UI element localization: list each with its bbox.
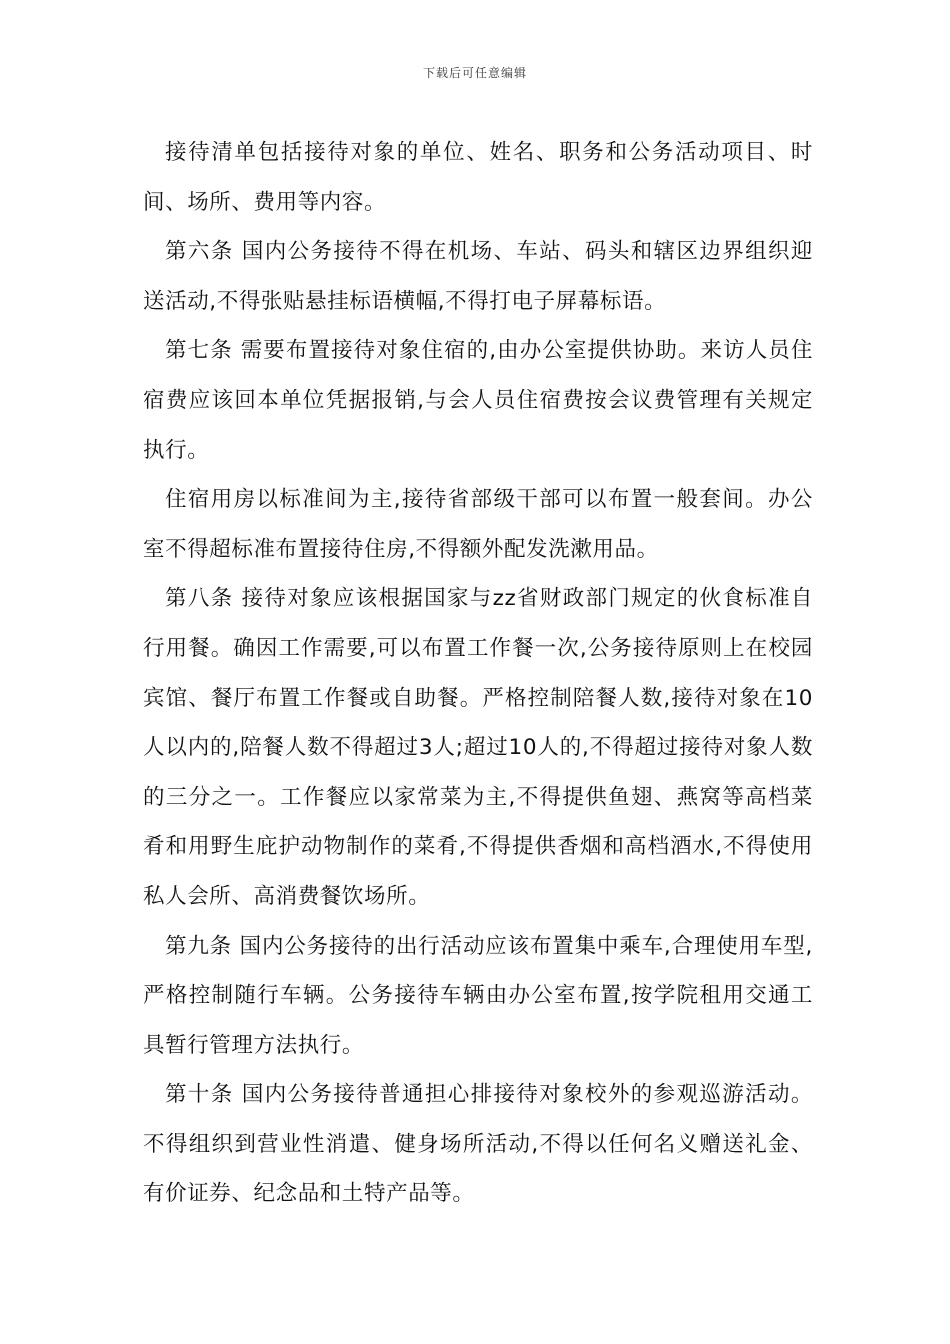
page-header: 下载后可任意编辑 (422, 66, 527, 80)
paragraph-article-7: 第七条 需要布置接待对象住宿的,由办公室提供协助。来访人员住宿费应该回本单位凭据报销,与会人员住宿费按会议费管理有关规定执行。 (143, 338, 813, 463)
paragraph-article-8: 第八条 接待对象应该根据国家与zz省财政部门规定的伙食标准自行用餐。确因工作需要,可以布置工作餐一次,公务接待原则上在校园宾馆、餐厅布置工作餐或自助餐。严格控制陪餐人数,接待对象在10人以内的,陪餐人数不得超过3人;超过10人的,不得超过接待对象人数的三分之一。工作餐应以家常菜为主,不得提供鱼翅、燕窝等高档菜肴和用野生庇护动物制作的菜肴,不得提供香烟和高档酒水,不得使用私人会所、高消费餐饮场所。 (143, 586, 813, 909)
paragraph-article-10: 第十条 国内公务接待普通担心排接待对象校外的参观巡游活动。不得组织到营业性消遣、健身场所活动,不得以任何名义赠送礼金、有价证券、纪念品和土特产品等。 (143, 1082, 813, 1207)
paragraph-accommodation: 住宿用房以标准间为主,接待省部级干部可以布置一般套间。办公室不得超标准布置接待住房,不得额外配发洗漱用品。 (143, 487, 813, 562)
document-body (143, 128, 813, 1219)
paragraph-reception-list: 接待清单包括接待对象的单位、姓名、职务和公务活动项目、时间、场所、费用等内容。 (143, 140, 813, 215)
paragraph-article-6: 第六条 国内公务接待不得在机场、车站、码头和辖区边界组织迎送活动,不得张贴悬挂标语横幅,不得打电子屏幕标语。 (143, 239, 813, 314)
paragraph-article-9: 第九条 国内公务接待的出行活动应该布置集中乘车,合理使用车型,严格控制随行车辆。公务接待车辆由办公室布置,按学院租用交通工具暂行管理方法执行。 (143, 933, 813, 1058)
